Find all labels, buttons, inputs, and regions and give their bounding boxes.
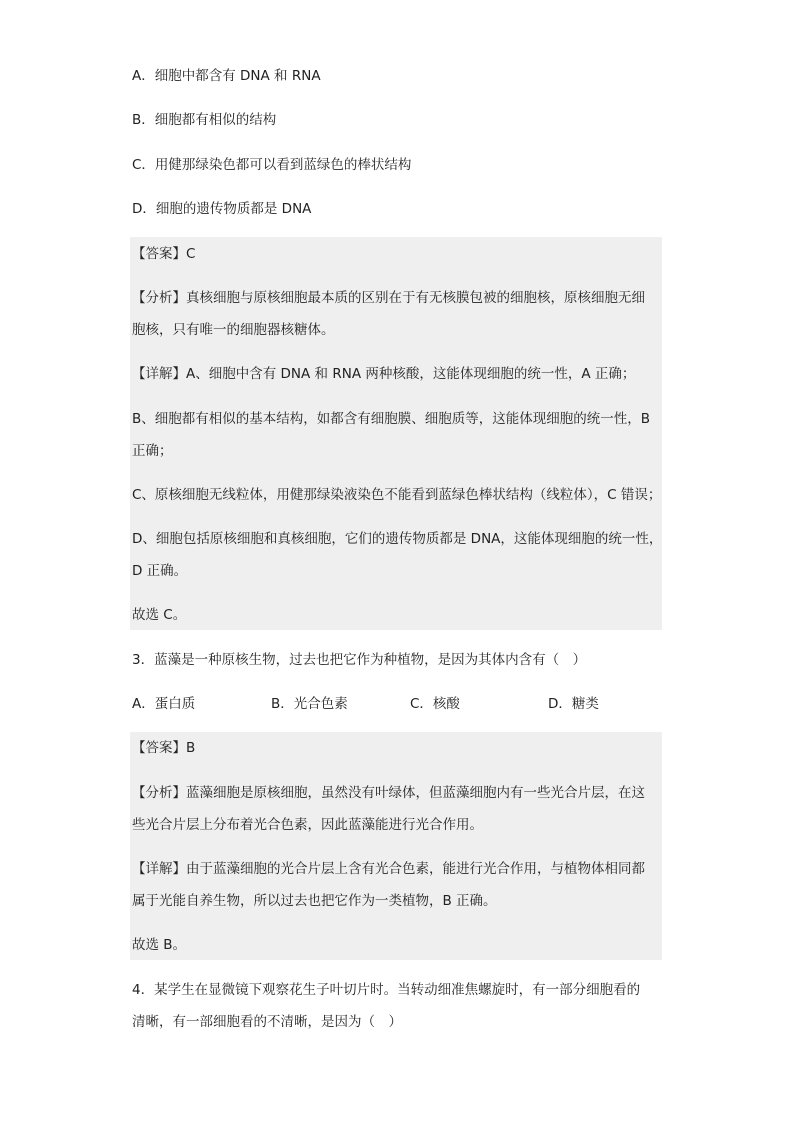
q3-analysis-line-2: 些光合片层上分布着光合色素，因此蓝藻能进行光合作用。 <box>132 817 483 833</box>
q3-option-b: B．光合色素 <box>271 696 348 712</box>
q2-detail-line-5: D、细胞包括原核细胞和真核细胞，它们的遗传物质都是 DNA，这能体现细胞的统一性， <box>132 531 663 547</box>
q2-detail-line-4: C、原核细胞无线粒体，用健那绿染液染色不能看到蓝绿色棒状结构（线粒体），C 错误； <box>132 487 662 503</box>
q2-detail-line-3: 正确； <box>132 443 173 459</box>
q3-choice: 故选 B。 <box>132 937 187 953</box>
q4-stem-line-2: 清晰，有一部细胞看的不清晰，是因为（ ） <box>132 1014 402 1030</box>
q2-option-b: B．细胞都有相似的结构 <box>132 112 277 128</box>
q2-detail-line-1: 【详解】A、细胞中含有 DNA 和 RNA 两种核酸，这能体现细胞的统一性，A 正确； <box>132 366 636 382</box>
q2-option-d: D．细胞的遗传物质都是 DNA <box>132 201 312 217</box>
q3-stem: 3．蓝藻是一种原核生物，过去也把它作为种植物，是因为其体内含有（ ） <box>132 652 587 668</box>
q3-option-c: C．核酸 <box>410 696 460 712</box>
q3-detail-line-2: 属于光能自养生物，所以过去也把它作为一类植物，B 正确。 <box>132 893 497 909</box>
q2-option-a: A．细胞中都含有 DNA 和 RNA <box>132 68 321 84</box>
q3-analysis-line-1: 【分析】蓝藻细胞是原核细胞，虽然没有叶绿体，但蓝藻细胞内有一些光合片层，在这 <box>132 785 645 801</box>
q2-choice: 故选 C。 <box>132 607 187 623</box>
q3-detail-line-1: 【详解】由于蓝藻细胞的光合片层上含有光合色素，能进行光合作用，与植物体相同都 <box>132 861 645 877</box>
q2-analysis-line-2: 胞核，只有唯一的细胞器核糖体。 <box>132 322 335 338</box>
q2-answer: 【答案】C <box>132 246 196 262</box>
q4-stem-line-1: 4．某学生在显微镜下观察花生子叶切片时。当转动细准焦螺旋时，有一部分细胞看的 <box>132 982 641 998</box>
q3-option-d: D．糖类 <box>548 696 599 712</box>
q3-answer: 【答案】B <box>132 740 196 756</box>
q3-option-a: A．蛋白质 <box>132 696 196 712</box>
q2-detail-line-6: D 正确。 <box>132 563 188 579</box>
q2-option-c: C．用健那绿染色都可以看到蓝绿色的棒状结构 <box>132 157 412 173</box>
q3-solution-block <box>130 732 662 960</box>
q2-analysis-line-1: 【分析】真核细胞与原核细胞最本质的区别在于有无核膜包被的细胞核，原核细胞无细 <box>132 290 645 306</box>
q2-detail-line-2: B、细胞都有相似的基本结构，如都含有细胞膜、细胞质等，这能体现细胞的统一性，B <box>132 411 651 427</box>
